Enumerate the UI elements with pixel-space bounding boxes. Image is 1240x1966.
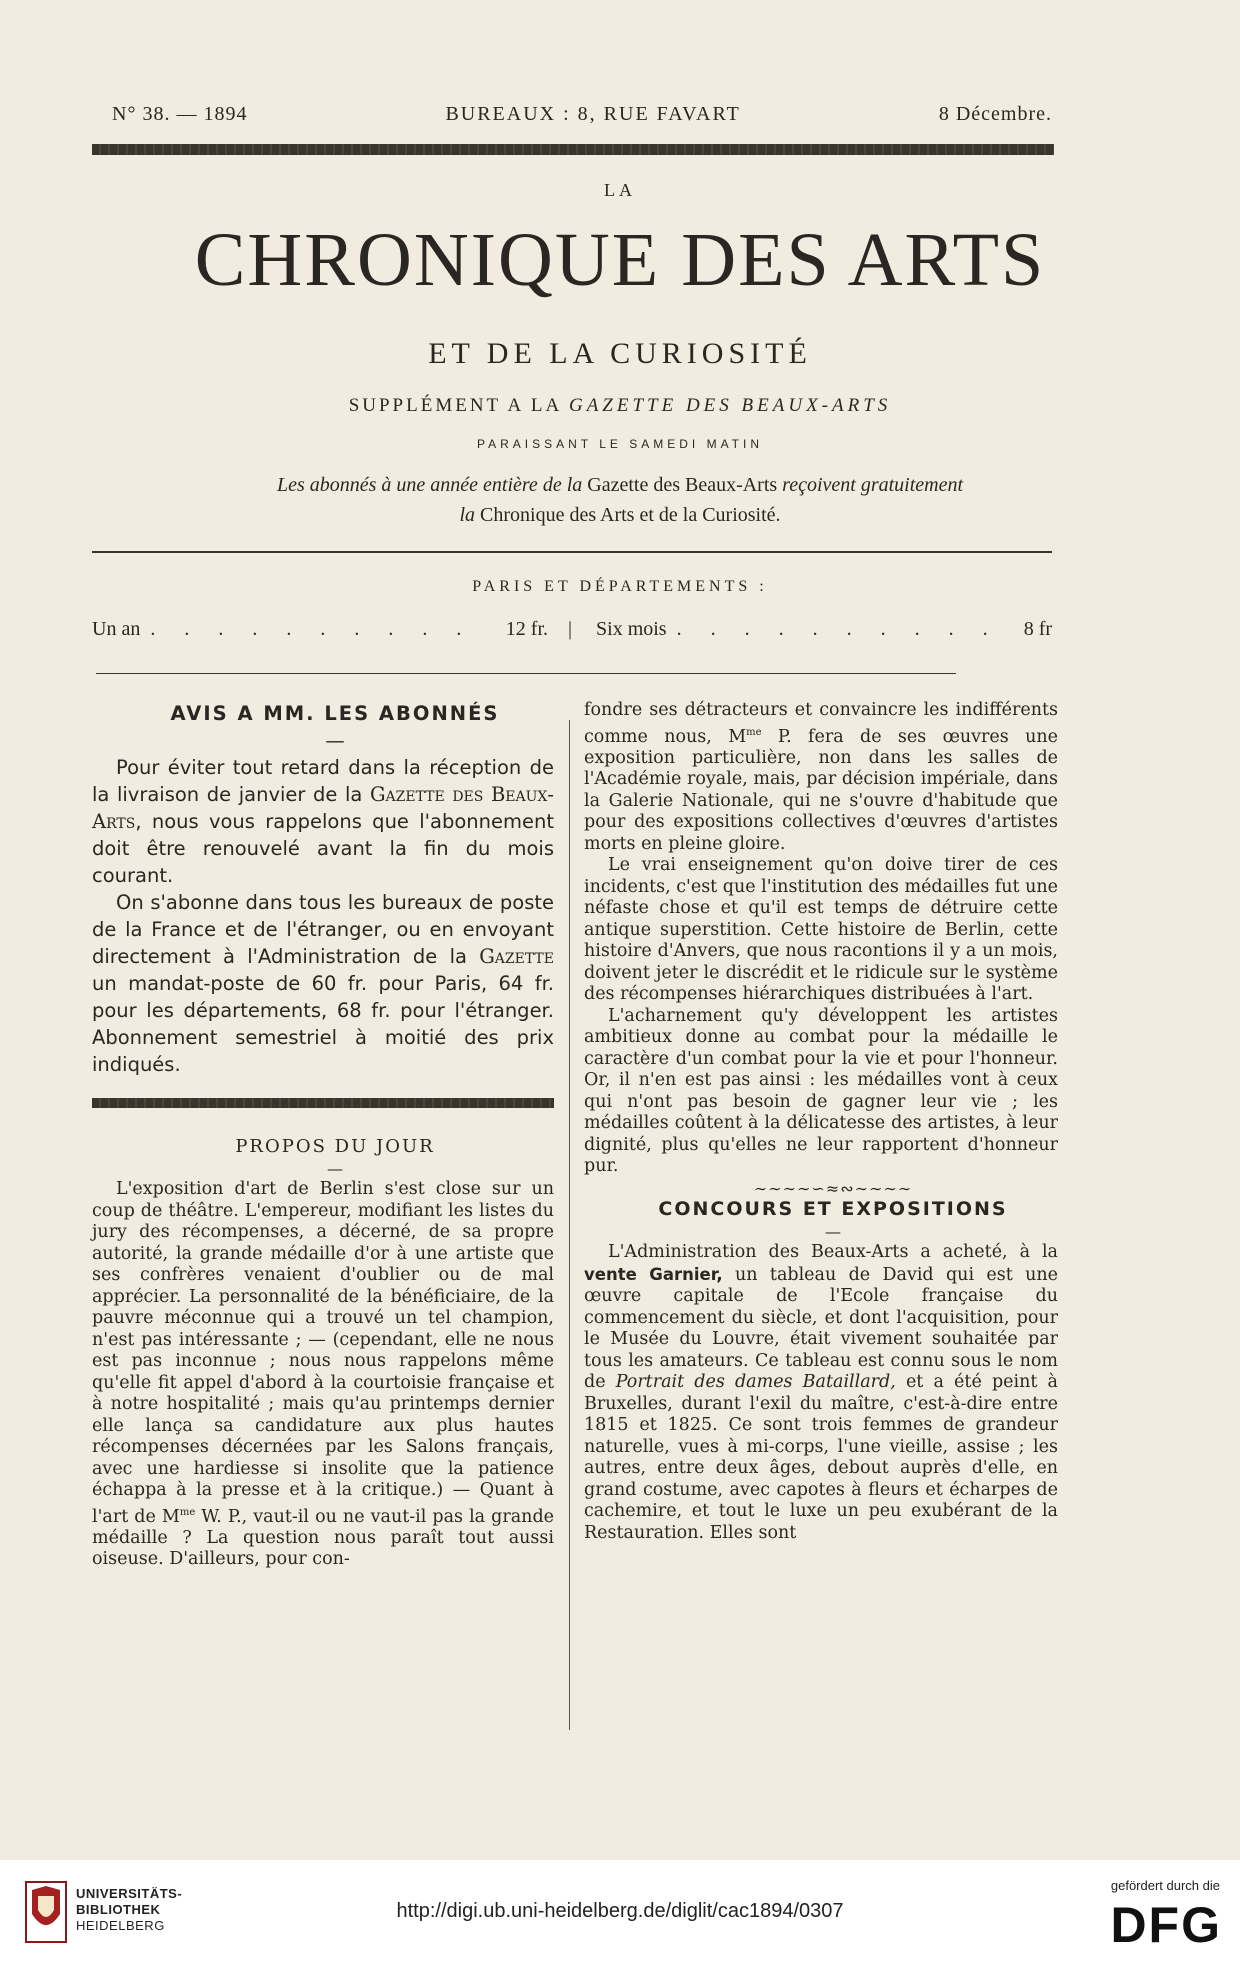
price-separator: |	[568, 618, 573, 640]
subscriber-note-italic-b: reçoivent gratuitement	[782, 474, 964, 496]
avis-section	[92, 700, 554, 1078]
subscription-heading: PARIS ET DÉPARTEMENTS :	[472, 578, 768, 595]
price-semiannual-value: 8 fr	[1023, 618, 1053, 640]
propos-paragraph-3: L'acharnement qu'y développent les artistes ambitieux donne au combat pour la médaille le caractère d'un combat pour la vie et pour l'honneur. Or, il n'en est pas ainsi : les médailles vont à ceux qui n'ont pas besoin de gagner leur vie ; les médailles coûtent à la délicatesse des artistes, à leur dignité, plus qu'elles ne leur rapportent d'honneur pur.	[584, 1005, 1058, 1177]
masthead-rule	[92, 551, 1052, 553]
price-annual-label: Un an	[92, 618, 141, 640]
propos-paragraph-2: Le vrai enseignement qu'on doive tirer de ces incidents, c'est que l'institution des médailles fut une néfaste chose et qu'il est temps de détruire cette antique superstition. Cette histoire de Berlin, cette histoire d'Anvers, que nous racontions il y a un mois, doivent jeter le discrédit et le ridicule sur le système des récompenses hiérarchiques distribuées à l'art.	[584, 855, 1058, 1005]
subscription-prices	[92, 618, 1052, 641]
masthead-title: CHRONIQUE DES ARTS	[194, 218, 1046, 302]
avis-dash: —	[325, 729, 345, 752]
bureaux-address: BUREAUX : 8, RUE FAVART	[445, 103, 741, 125]
concours-paragraph: L'Administration des Beaux-Arts a acheté, à la vente Garnier, un tableau de David qui est une œuvre capitale de l'Ecole française du commencement du siècle, et dont l'acquisition, pour le Musée du Louvre, était vivement souhaitée par tous les amateurs. Ce tableau est connu sous le nom de Portrait des dames Bataillard, et a été peint à Bruxelles, durant l'exil du maître, c'est-à-dire entre 1815 et 1825. Ce sont trois femmes de grandeur naturelle, vues à mi-corps, l'une vieille, assise ; les autres, entre deux âges, debout auprès d'elle, en grand costume, avec capotes à fleurs et écharpes de cachemire, et tout le luxe un peu exubérant de la Restauration. Elles sont	[584, 1242, 1058, 1543]
left-column	[92, 700, 554, 1571]
funding-note: gefördert durch die	[1110, 1878, 1220, 1893]
issue-number: N° 38. — 1894	[112, 103, 248, 125]
subscriber-note-chronique: Chronique des Arts et de la Curiosité.	[480, 504, 781, 526]
subscriber-note-la: la	[459, 504, 476, 526]
price-annual-value: 12 fr.	[505, 618, 548, 640]
propos-continuation: fondre ses détracteurs et convaincre les indifférents comme nous, $M^{me}$ P. fera de ses œuvres une exposition particulière, non dans les salles de l'Académie royale, mais, par décision impériale, dans la Galerie Nationale, qui ne s'ouvre d'habitude que pour des expositions collectives d'œuvres d'artistes morts en pleine gloire.	[584, 700, 1058, 854]
right-column	[584, 700, 1058, 1544]
propos-dash: —	[327, 1158, 343, 1178]
price-semiannual-label: Six mois	[596, 618, 667, 640]
digitization-footer	[0, 1860, 1240, 1966]
digital-copy-link[interactable]: http://digi.ub.uni-heidelberg.de/diglit/cac1894/0307	[396, 1900, 844, 1922]
masthead-article: LA	[604, 180, 636, 200]
supplement-line	[0, 395, 1240, 417]
dfg-logo: DFG	[1110, 1897, 1222, 1953]
issue-date: 8 Décembre.	[938, 103, 1052, 125]
university-library-name: UNIVERSITÄTS- BIBLIOTHEK HEIDELBERG	[76, 1886, 183, 1933]
concours-heading: CONCOURS ET EXPOSITIONS	[658, 1198, 1008, 1221]
price-rule	[96, 673, 956, 674]
section-rule	[92, 1098, 554, 1108]
masthead-subtitle: ET DE LA CURIOSITÉ	[428, 337, 812, 370]
avis-heading: AVIS A MM. LES ABONNÉS	[170, 702, 500, 725]
header-rule	[92, 144, 1054, 155]
price-semiannual	[596, 618, 1052, 641]
propos-paragraph: L'exposition d'art de Berlin s'est close sur un coup de théâtre. L'empereur, modifiant les listes du jury des récompenses, a décerné, de sa propre autorité, la grande médaille d'or à une artiste que ses confrères venaient d'oublier ou de mal apprécier. La personnalité de la bénéficiaire, de la pauvre méconnue qui a trouvé un tel champion, n'est pas intéressante ; — (cependant, elle ne nous est pas inconnue ; nous nous rappelons même qu'elle fit appel d'abord à la courtoisie française et à notre hospitalité ; mais qu'au printemps dernier elle lança sa candidature aux plus hautes récompenses décernées par les Salons français, avec une hardiesse si insolite que la patience échappa à la presse et à la critique.) — Quant à l'art de $M^{me}$ W. P., vaut-il ou ne vaut-il pas la grande médaille ? La question nous paraît tout aussi oiseuse. D'ailleurs, pour con-	[92, 1179, 555, 1570]
supplement-gazette: GAZETTE DES BEAUX-ARTS	[568, 395, 892, 416]
subscriber-note-gazette: Gazette des Beaux-Arts	[587, 474, 778, 496]
price-annual-dots: . . . . . . . . . .	[150, 618, 474, 640]
avis-paragraph-2: On s'abonne dans tous les bureaux de poste de la France et de l'étranger, ou en envoyant directement à l'Administration de la Gazette un mandat-poste de 60 fr. pour Paris, 64 fr. pour les départements, 68 fr. pour l'étranger. Abonnement semestriel à moitié des prix indiqués.	[92, 891, 554, 1076]
price-annual	[92, 618, 548, 641]
subscriber-note-italic-a: Les abonnés à une année entière de la	[276, 474, 583, 496]
publication-schedule: PARAISSANT LE SAMEDI MATIN	[476, 437, 764, 451]
issue-header	[112, 103, 1052, 126]
subscriber-note	[0, 470, 1240, 530]
ornament-divider: ∼∼∼∼∽≈∾∼∼∼∼	[753, 1178, 913, 1198]
column-divider	[569, 720, 570, 1730]
price-semiannual-dots: . . . . . . . . . .	[676, 618, 1000, 640]
supplement-prefix: SUPPLÉMENT A LA	[348, 395, 562, 416]
propos-heading: PROPOS DU JOUR	[235, 1136, 435, 1157]
concours-dash: —	[825, 1221, 841, 1241]
avis-paragraph-1: Pour éviter tout retard dans la réception de la livraison de janvier de la Gazette des Beaux-Arts, nous vous rappelons que l'abonnement doit être renouvelé avant la fin du mois courant.	[92, 756, 554, 887]
